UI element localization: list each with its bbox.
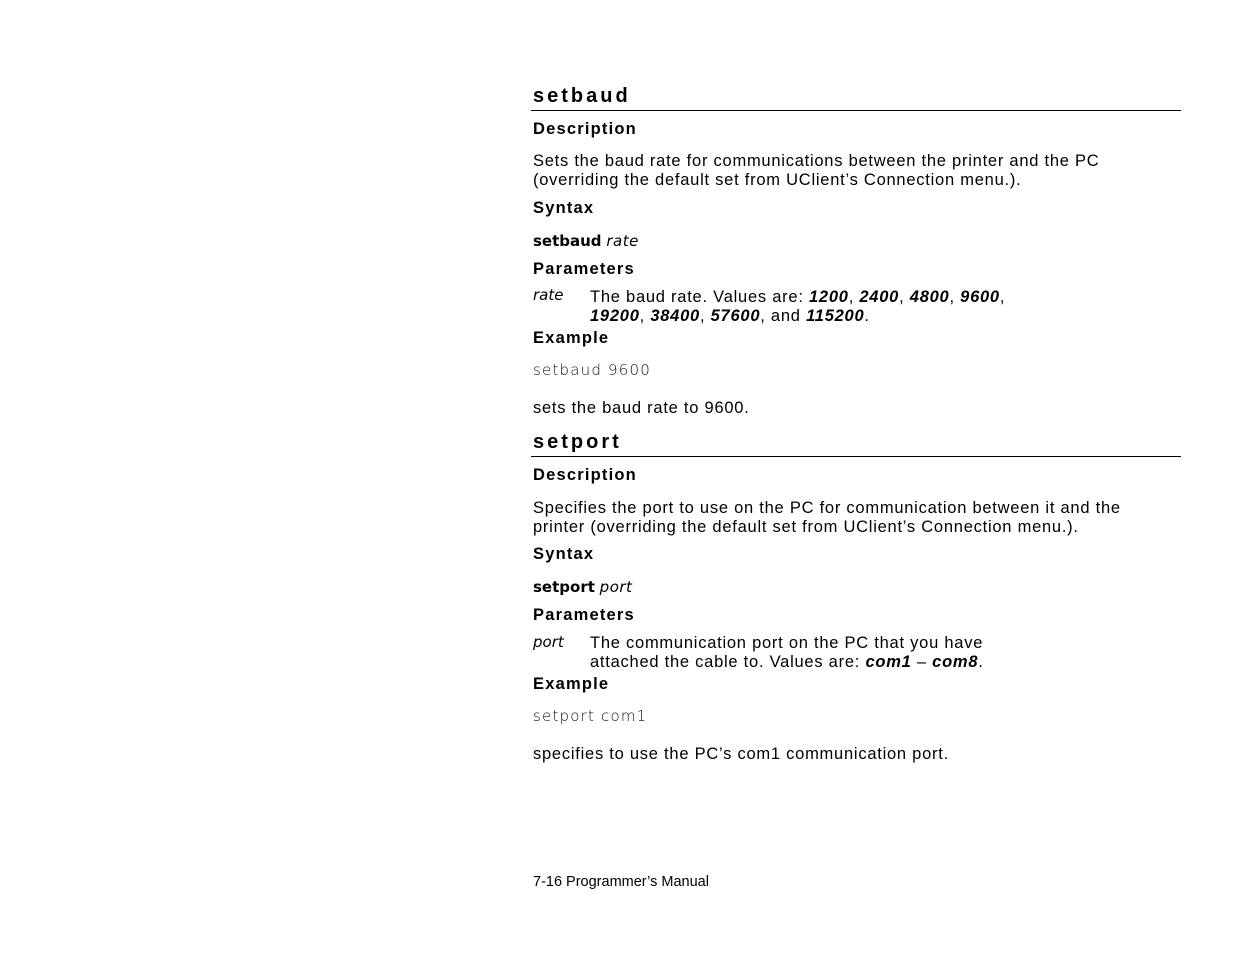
port-value-from: com1 xyxy=(865,653,912,671)
setport-param-prefix: attached the cable to. Values are: xyxy=(590,653,866,671)
separator: , xyxy=(899,288,910,306)
setbaud-example-explanation: sets the baud rate to 9600. xyxy=(533,399,750,417)
setport-example-code: setport com1 xyxy=(533,707,648,725)
setport-param-line2 xyxy=(590,653,1190,672)
setbaud-param-description xyxy=(590,288,1190,326)
setport-param-name: port xyxy=(533,633,564,651)
setport-example-explanation: specifies to use the PC’s com1 communication port. xyxy=(533,745,949,763)
setbaud-title: setbaud xyxy=(533,85,631,107)
setbaud-description-line2: (overriding the default set from UClient’s Connection menu.). xyxy=(533,171,1022,189)
setbaud-title-rule xyxy=(531,110,1181,111)
setport-parameters-heading: Parameters xyxy=(533,606,635,624)
setbaud-syntax xyxy=(533,232,639,250)
setport-example-heading: Example xyxy=(533,675,610,693)
setbaud-syntax-command: setbaud xyxy=(533,232,602,250)
separator: , xyxy=(848,288,860,306)
setport-param-line1: The communication port on the PC that you have xyxy=(590,634,984,652)
setport-syntax-command: setport xyxy=(533,578,595,596)
setport-description xyxy=(533,499,1193,537)
setbaud-param-name: rate xyxy=(533,286,564,304)
page-footer: 7-16 Programmer’s Manual xyxy=(533,874,709,890)
setport-title-rule xyxy=(531,456,1181,457)
setport-syntax xyxy=(533,578,632,596)
setbaud-parameters-heading: Parameters xyxy=(533,260,635,278)
baud-value: 2400 xyxy=(859,288,900,306)
setbaud-description xyxy=(533,152,1193,190)
setbaud-example-heading: Example xyxy=(533,329,610,347)
setbaud-syntax-heading: Syntax xyxy=(533,199,595,217)
setbaud-description-heading: Description xyxy=(533,120,637,138)
setbaud-example-code: setbaud 9600 xyxy=(533,361,652,379)
setbaud-param-line2 xyxy=(590,307,1190,326)
baud-value: 9600 xyxy=(960,288,1000,306)
separator: , xyxy=(999,288,1006,306)
baud-value: 115200 xyxy=(806,307,865,325)
baud-value: 38400 xyxy=(650,307,700,325)
setport-title: setport xyxy=(533,431,622,453)
baud-value: 1200 xyxy=(808,288,849,306)
baud-value: 19200 xyxy=(590,307,640,325)
setport-syntax-heading: Syntax xyxy=(533,545,595,563)
baud-value: 4800 xyxy=(909,288,950,306)
setbaud-syntax-arg: rate xyxy=(606,232,639,250)
separator: , and xyxy=(760,307,807,325)
setport-description-line1: Specifies the port to use on the PC for communication between it and the xyxy=(533,499,1121,517)
range-separator: – xyxy=(911,653,933,671)
separator: , xyxy=(639,307,651,325)
setport-description-heading: Description xyxy=(533,466,637,484)
port-value-to: com8 xyxy=(932,653,979,671)
setport-description-line2: printer (overriding the default set from UClient’s Connection menu.). xyxy=(533,518,1079,536)
setport-param-description xyxy=(590,634,1190,672)
baud-value: 57600 xyxy=(710,307,761,325)
setbaud-param-line1 xyxy=(590,288,1190,307)
separator: , xyxy=(949,288,961,306)
setbaud-description-line1: Sets the baud rate for communications between the printer and the PC xyxy=(533,152,1100,170)
separator: . xyxy=(864,307,870,325)
setbaud-param-prefix: The baud rate. Values are: xyxy=(590,288,809,306)
separator: , xyxy=(699,307,711,325)
separator: . xyxy=(978,653,984,671)
setport-syntax-arg: port xyxy=(599,578,633,596)
